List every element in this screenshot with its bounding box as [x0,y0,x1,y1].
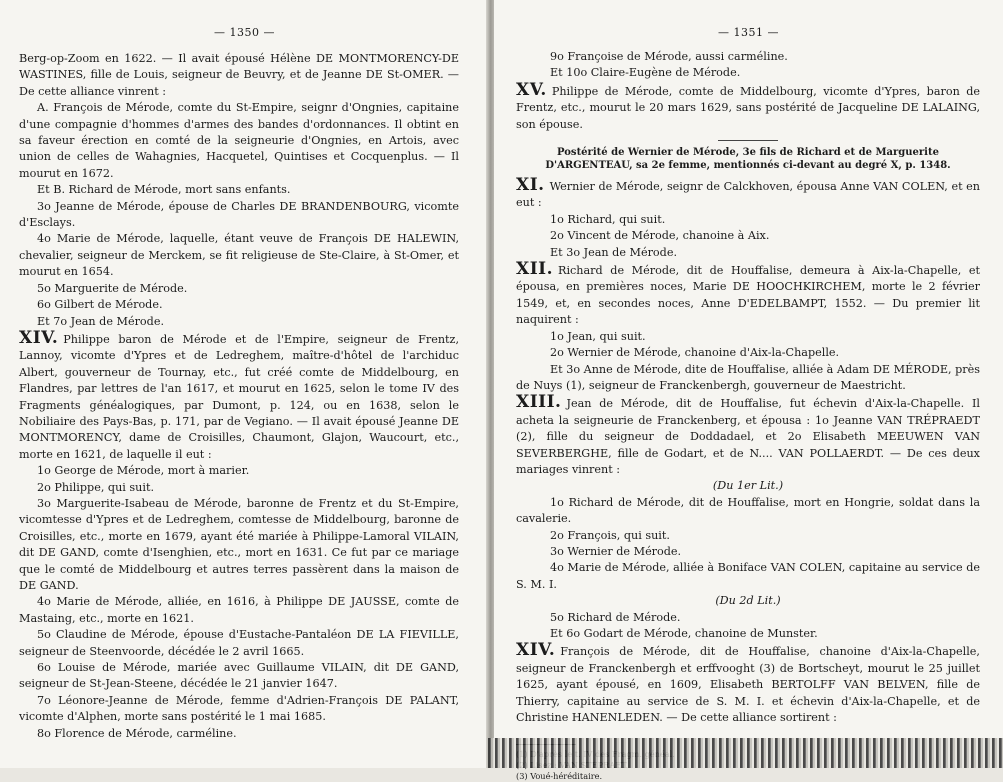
genealogy-paragraph [19,281,459,297]
genealogy-paragraph [19,660,459,693]
paragraph-text: Berg-op-Zoom en 1622. — Il avait épousé Hélène DE MONTMORENCY-DE WASTINES, fille de Louis, seigneur de Beuvry, et de Jeanne DE St-OMER. — De cette alliance vinrent : [19,52,459,98]
genealogy-paragraph [516,495,980,528]
generation-entry [19,327,459,463]
genealogy-paragraph [516,49,980,65]
paragraph-text: 3o Wernier de Mérode. [550,544,682,558]
paragraph-text: 2o Philippe, qui suit. [37,480,155,494]
scan-edge-shadow [488,738,1003,768]
genealogy-paragraph [516,610,980,626]
genealogy-paragraph [19,627,459,660]
genealogy-paragraph [516,560,980,593]
genealogy-paragraph [19,297,459,313]
genealogy-paragraph [19,726,459,742]
generation-entry [516,79,980,133]
genealogy-paragraph [19,100,459,182]
genealogy-paragraph [516,593,980,609]
genealogy-paragraph [19,463,459,479]
paragraph-text: 2o François, qui suit. [550,528,670,542]
genealogy-paragraph [516,544,980,560]
paragraph-text: Et B. Richard de Mérode, mort sans enfants. [37,183,291,197]
paragraph-text: A. François de Mérode, comte du St-Empire, seignr d'Ongnies, capitaine d'une compagnie d'hommes d'armes des bandes d'ordonnances. Il obtint en sa faveur érection en comté de la seigneurie d'Ongnies, en Artois, avec union de celles de Wahagnies, Hacquetel, Quintises et Cocquenplus. — Il mourut en 1672. [19,101,459,180]
paragraph-text: Philippe baron de Mérode et de l'Empire, seigneur de Frentz, Lannoy, vicomte d'Ypres et de Ledreghem, maître-d'hôtel de l'archiduc Albert, gouverneur de Tournay, etc., fut créé comte de Middelbourg, en Flandres, par lettres de l'an 1617, et mourut en 1625, selon le tome IV des Fragments généalogiques, par Dumont, p. 124, ou en 1638, selon le Nobiliaire des Pays-Bas, p. 171, par de Vegiano. — Il avait épousé Jeanne DE MONTMORENCY, dame de Croisilles, Chaumont, Glajon, Waucourt, etc., morte en 1621, de laquelle il eut : [19,332,459,461]
genealogy-paragraph [19,199,459,232]
generation-number: XIV. [19,327,59,348]
section-divider [718,140,778,141]
posterite-heading: Postérité de Wernier de Mérode, 3e fils de Richard et de Marguerite D'ARGENTEAU, sa 2e femme, mentionnés ci-devant au degré X, p. 1348. [545,147,951,172]
genealogy-paragraph [19,314,459,330]
paragraph-text: Et 3o Anne de Mérode, dite de Houffalise, alliée à Adam DE MÉRODE, près de Nuys (1), seigneur de Franckenbergh, gouverneur de Maestricht. [516,362,980,392]
genealogy-paragraph [516,65,980,81]
paragraph-text: 2o Wernier de Mérode, chanoine d'Aix-la-Chapelle. [550,346,840,360]
paragraph-text: François de Mérode, dit de Houffalise, chanoine d'Aix-la-Chapelle, seigneur de Franckenbergh et erffvooght (3) de Bortscheyt, mourut le 25 juillet 1625, ayant épousé, en 1609, Elisabeth BERTOLFF VAN BELVEN, fille de Thierry, capitaine au service de S. M. I. et échevin d'Aix-la-Chapelle, et de Christine HANENLEDEN. — De cette alliance sortirent : [516,645,980,725]
paragraph-text: 4o Marie de Mérode, laquelle, étant veuve de François DE HALEWIN, chevalier, seigneur de Merckem, se fit religieuse de Ste-Claire, à St-Omer, et mourut en 1654. [19,232,459,279]
paragraph-text: Wernier de Mérode, seignr de Calckhoven, épousa Anne VAN COLEN, et en eut : [516,180,980,210]
generation-number: XI. [516,175,545,196]
paragraph-text: Et 3o Jean de Mérode. [550,245,678,259]
paragraph-text: 6o Gilbert de Mérode. [37,298,163,312]
genealogy-paragraph [516,212,980,228]
footnote: (3) Voué-héréditaire. [516,771,603,782]
paragraph-text: Jean de Mérode, dit de Houffalise, fut échevin d'Aix-la-Chapelle. Il acheta la seigneurie de Franckenberg, et épousa : 1o Jeanne VAN TRÉPRAEDT (2), fille du seigneur de Doddadael, et 2o Elisabeth MEEUWEN VAN SEVERBERGHE, fille de Godart, et de N.... VAN POLLAERDT. — De ces deux mariages vinrent : [516,397,980,476]
generation-number: XV. [516,79,547,100]
genealogy-paragraph [516,626,980,642]
paragraph-text: 6o Louise de Mérode, mariée avec Guillaume VILAIN, dit DE GAND, seigneur de St-Jean-Steene, décédée le 21 janvier 1647. [19,661,459,691]
generation-number: XIV. [516,640,556,661]
paragraph-text: Et 7o Jean de Mérode. [37,314,165,328]
genealogy-paragraph [19,480,459,496]
paragraph-text: 5o Marguerite de Mérode. [37,281,188,295]
paragraph-text: Philippe de Mérode, comte de Middelbourg, vicomte d'Ypres, baron de Frentz, etc., mourut le 20 mars 1629, sans postérité de Jacqueline DE LALAING, son épouse. [516,84,980,131]
page-number-left: — 1350 — [214,26,275,39]
paragraph-text: 3o Jeanne de Mérode, épouse de Charles DE BRANDENBOURG, vicomte d'Esclays. [19,199,459,230]
generation-entry [516,394,980,478]
paragraph-text: 1o Richard, qui suit. [550,212,666,226]
paragraph-text: 4o Marie de Mérode, alliée à Boniface VAN COLEN, capitaine au service de S. M. I. [516,561,980,591]
genealogy-paragraph [516,329,980,345]
genealogy-paragraph [516,245,980,261]
paragraph-text: (Du 2d Lit.) [715,594,781,608]
left-page [0,0,489,768]
genealogy-paragraph [19,693,459,726]
paragraph-text: 5o Richard de Mérode. [550,610,681,624]
genealogy-paragraph [516,478,980,494]
paragraph-text: 4o Marie de Mérode, alliée, en 1616, à Philippe DE JAUSSE, comte de Mastaing, etc., morte en 1621. [19,595,459,625]
genealogy-paragraph [516,228,980,244]
paragraph-text: 1o Richard de Mérode, dit de Houffalise, mort en Hongrie, soldat dans la cavalerie. [516,495,980,526]
paragraph-text: 1o George de Mérode, mort à marier. [37,464,250,478]
page-number-right: — 1351 — [718,26,779,39]
paragraph-text: Et 10o Claire-Eugène de Mérode. [550,66,741,80]
paragraph-text: 2o Vincent de Mérode, chanoine à Aix. [550,229,770,243]
genealogy-paragraph [516,345,980,361]
paragraph-text: Richard de Mérode, dit de Houffalise, demeura à Aix-la-Chapelle, et épousa, en premières noces, Marie DE HOOCHKIRCHEM, morte le 2 février 1549, et, en secondes noces, Anne D'EDELBAMPT, 1552. — Du premier lit naquirent : [516,264,980,327]
generation-number: XIII. [516,392,562,413]
right-page [494,0,1003,782]
left-page-text [19,51,459,742]
genealogy-paragraph [516,528,980,544]
generation-entry [516,642,980,726]
paragraph-text: (Du 1er Lit.) [712,479,784,493]
right-page-text [516,49,980,782]
paragraph-text: Et 6o Godart de Mérode, chanoine de Munster. [550,627,818,640]
genealogy-paragraph [19,231,459,280]
genealogy-paragraph [19,182,459,198]
paragraph-text: 9o Françoise de Mérode, aussi carméline. [550,50,788,63]
genealogy-paragraph [19,51,459,100]
generation-number: XII. [516,259,554,280]
generation-entry [516,261,980,329]
paragraph-text: 1o Jean, qui suit. [550,329,646,343]
generation-entry [516,177,980,212]
paragraph-text: 5o Claudine de Mérode, épouse d'Eustache-Pantaléon DE LA FIEVILLE, seigneur de Steenvoorde, décédée le 2 avril 1665. [19,628,459,658]
genealogy-paragraph [19,496,459,594]
genealogy-paragraph [19,594,459,627]
paragraph-text: 7o Léonore-Jeanne de Mérode, femme d'Adrien-François DE PALANT, vicomte d'Alphen, morte sans postérité le 1 mai 1685. [19,693,459,724]
paragraph-text: 8o Florence de Mérode, carméline. [37,726,237,740]
genealogy-paragraph [516,362,980,395]
paragraph-text: 3o Marguerite-Isabeau de Mérode, baronne de Frentz et du St-Empire, vicomtesse d'Ypres et de Ledreghem, comtesse de Middelbourg, baronne de Croisilles, etc., morte en 1679, ayant été mariée à Philippe-Lamoral VILAIN, dit DE GAND, comte d'Isenghien, etc., mort en 1631. Ce fut par ce mariage que le comté de Middelbourg et autres terres passèrent dans la maison de DE GAND. [19,496,459,592]
